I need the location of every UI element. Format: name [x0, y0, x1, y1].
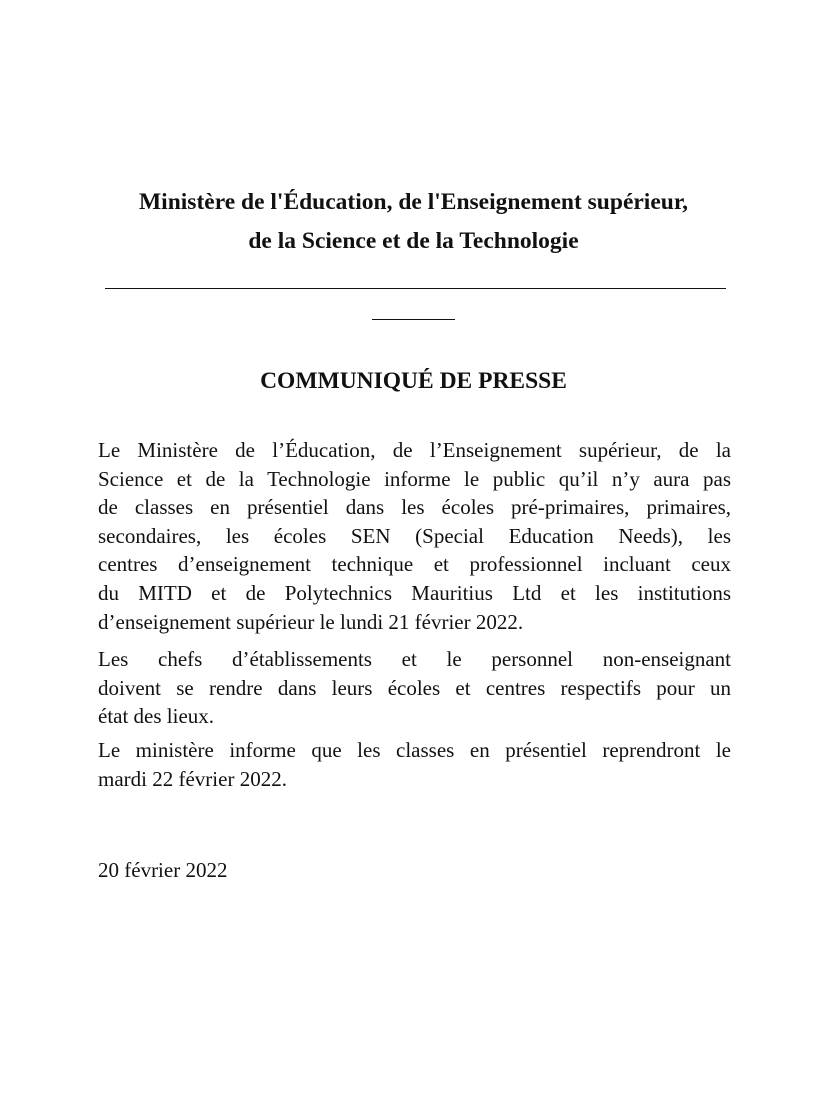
paragraph-line: état des lieux.: [98, 704, 215, 729]
paragraph-line: doivent se rendre dans leurs écoles et centres respectifs pour un: [98, 675, 731, 700]
document-title: COMMUNIQUÉ DE PRESSE: [260, 368, 567, 394]
paragraph-line: centres d’enseignement technique et professionnel incluant ceux: [98, 552, 731, 577]
paragraph-line: Les chefs d’établissements et le personnel non-enseignant: [98, 647, 731, 671]
ministry-header: [60, 183, 767, 261]
paragraph-resumption-notice: [98, 736, 731, 793]
paragraph-staff-instructions: [98, 645, 731, 731]
paragraph-line: Science et de la Technologie informe le public qu’il n’y aura pas: [98, 466, 731, 491]
paragraph-line: de classes en présentiel dans les écoles pré-primaires, primaires,: [98, 495, 731, 520]
ministry-header-line-2: de la Science et de la Technologie: [248, 228, 579, 254]
header-divider-short: [372, 319, 455, 320]
paragraph-line: mardi 22 février 2022.: [98, 766, 287, 791]
document-date: 20 février 2022: [98, 858, 228, 882]
header-divider-long: [105, 288, 726, 289]
paragraph-line: d’enseignement supérieur le lundi 21 février 2022.: [98, 609, 524, 634]
paragraph-line: Le Ministère de l’Éducation, de l’Enseignement supérieur, de la: [98, 438, 731, 462]
paragraph-closure-notice: [98, 436, 731, 636]
paragraph-line: Le ministère informe que les classes en présentiel reprendront le: [98, 738, 731, 762]
ministry-header-line-1: Ministère de l'Éducation, de l'Enseignement supérieur,: [138, 189, 688, 215]
paragraph-line: secondaires, les écoles SEN (Special Education Needs), les: [98, 523, 731, 548]
paragraph-line: du MITD et de Polytechnics Mauritius Ltd et les institutions: [98, 580, 731, 605]
